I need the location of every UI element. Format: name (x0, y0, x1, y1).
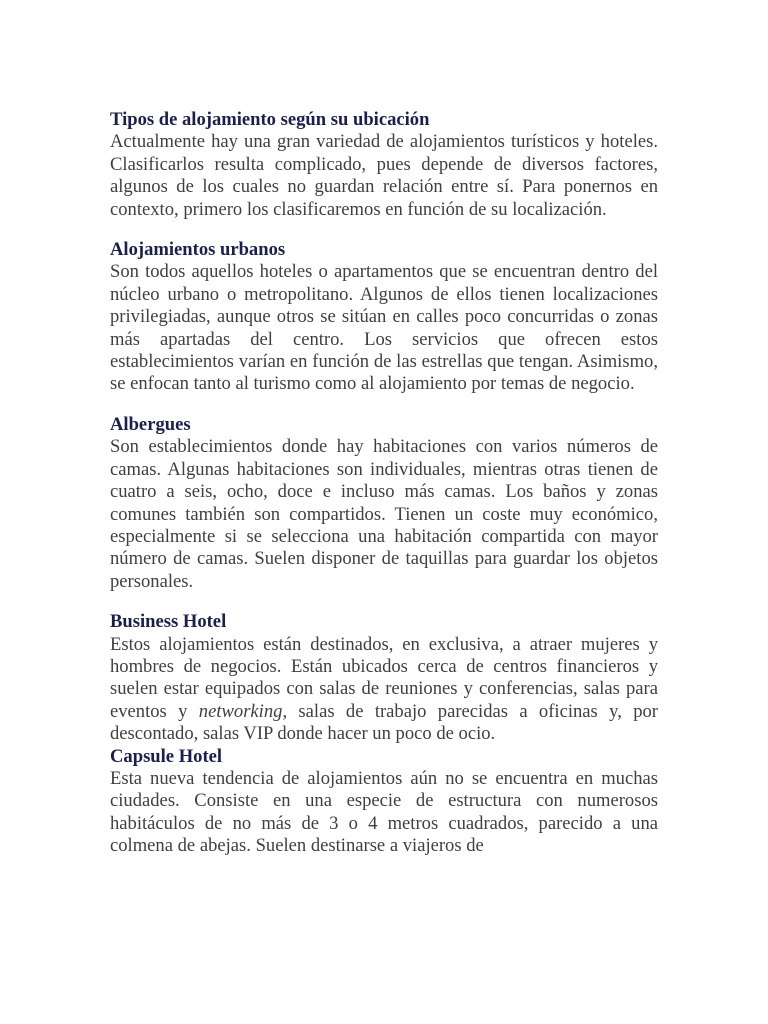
section-heading: Tipos de alojamiento según su ubicación (110, 109, 430, 130)
body-text: Estos alojamientos están destinados, en exclusiva, a atraer mujeres y hombres de negocios. Están ubicados cerca de centros financieros y suelen estar equipados con salas de reuniones y conferencias, salas para eventos y (110, 633, 658, 722)
section-heading: Albergues (110, 413, 191, 435)
section-heading: Business Hotel (110, 611, 227, 633)
section-tipos-alojamiento (110, 109, 658, 221)
section-body: Son todos aquellos hoteles o apartamentos que se encuentran dentro del núcleo urbano o metropolitano. Algunos de ellos tienen localizaciones privilegiadas, aunque otros se sitúan en calles poco concurridas o zonas más apartadas del centro. Los servicios que ofrecen estos establecimientos varían en función de las estrellas que tengan. Asimismo, se enfocan tanto al turismo como al alojamiento por temas de negocio. (110, 261, 658, 395)
section-heading: Alojamientos urbanos (110, 239, 286, 261)
section-albergues (110, 414, 658, 593)
document-content (110, 109, 658, 858)
section-alojamientos-urbanos (110, 239, 658, 396)
section-heading: Capsule Hotel (110, 745, 223, 767)
section-capsule-hotel (110, 746, 658, 858)
section-body: Son establecimientos donde hay habitaciones con varios números de camas. Algunas habitaciones son individuales, mientras otras tienen de cuatro a seis, ocho, doce e incluso más camas. Los baños y zonas comunes también son compartidos. Tienen un coste muy económico, especialmente si se selecciona una habitación compartida con mayor número de camas. Suelen disponer de taquillas para guardar los objetos personales. (110, 436, 658, 592)
section-body: Actualmente hay una gran variedad de alojamientos turísticos y hoteles. Clasificarlos resulta complicado, pues depende de diversos factores, algunos de los cuales no guardan relación entre sí. Para ponernos en contexto, primero los clasificaremos en función de su localización. (110, 131, 658, 220)
section-body: Esta nueva tendencia de alojamientos aún no se encuentra en muchas ciudades. Consiste en una especie de estructura con numerosos habitáculos de no más de 3 o 4 metros cuadrados, parecido a una colmena de abejas. Suelen destinarse a viajeros de (110, 767, 658, 857)
section-body (110, 634, 658, 746)
italic-term: networking, (198, 700, 288, 722)
body-text: salas de trabajo parecidas a oficinas y, por descontado, salas VIP donde hacer un poco de ocio. (110, 700, 658, 745)
section-business-hotel (110, 611, 658, 745)
